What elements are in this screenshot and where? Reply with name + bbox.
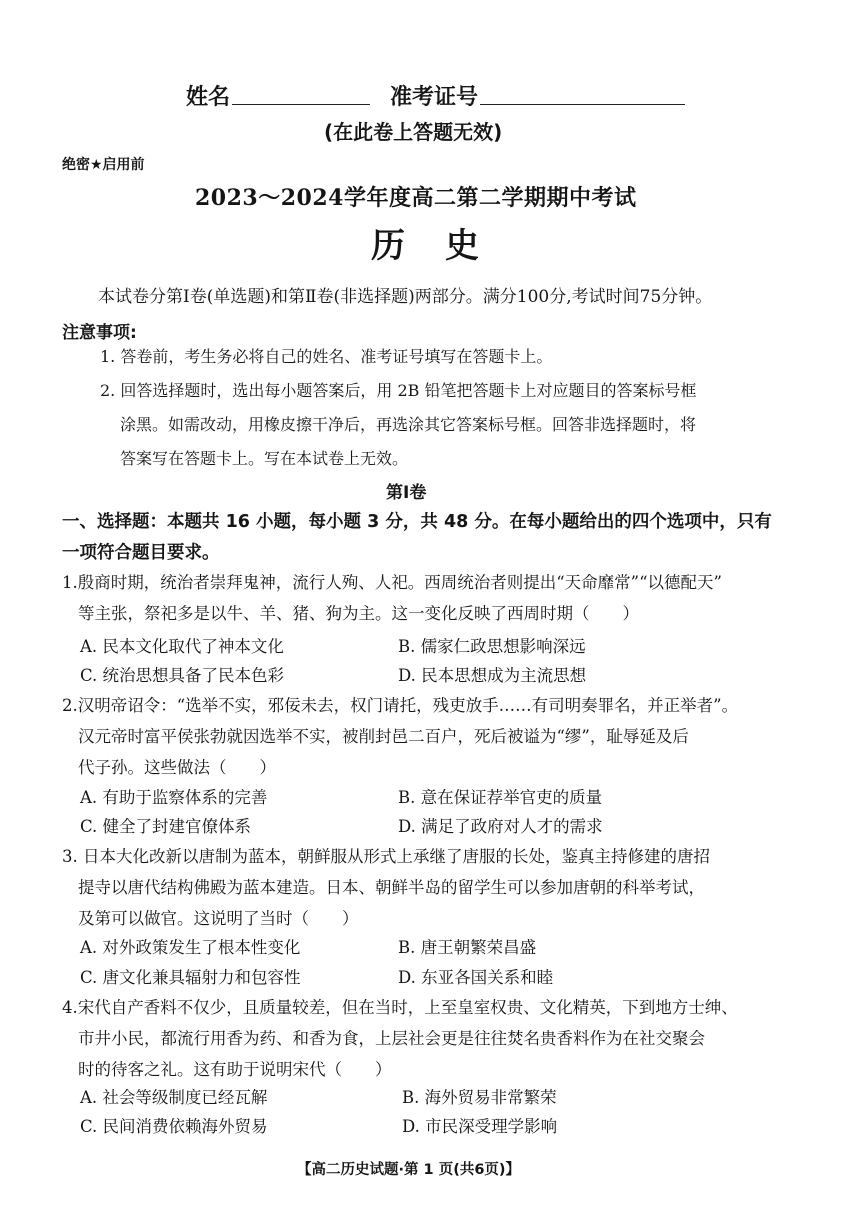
notes-title: 注意事项: [62, 323, 137, 343]
question-2-option-d[interactable]: D. 满足了政府对人才的需求 [398, 817, 603, 836]
question-4-line-1: 4.宋代自产香料不仅少，且质量较差，但在当时，上至皇室权贵、文化精英，下到地方士绅、 [62, 998, 738, 1017]
question-2-line-1: 2.汉明帝诏令：“选举不实，邪佞未去，权门请托，残吏放手……有司明奏罪名，并正举者”。 [62, 696, 739, 715]
name-blank-line [232, 104, 370, 105]
question-1-option-c[interactable]: C. 统治思想具备了民本色彩 [80, 666, 285, 685]
exam-title: 2023～2024学年度高二第二学期期中考试 [195, 185, 637, 211]
question-4-option-b[interactable]: B. 海外贸易非常繁荣 [402, 1088, 557, 1107]
id-label: 准考证号 [390, 85, 479, 110]
question-3-option-c[interactable]: C. 唐文化兼具辐射力和包容性 [80, 968, 301, 987]
question-1-option-d[interactable]: D. 民本思想成为主流思想 [398, 666, 587, 685]
note-item-1: 1. 答卷前，考生务必将自己的姓名、准考证号填写在答题卡上。 [100, 347, 553, 366]
exam-subject: 历史 [371, 226, 519, 266]
section-1-line-2: 一项符合题目要求。 [62, 543, 220, 563]
section-1-line-1: 一、选择题：本题共 16 小题，每小题 3 分，共 48 分。在每小题给出的四个选项中，只有 [62, 512, 772, 532]
question-2 [62, 690, 738, 783]
question-2-option-a[interactable]: A. 有助于监察体系的完善 [80, 788, 268, 807]
question-4 [62, 992, 738, 1085]
section-1-heading [62, 507, 772, 569]
question-4-line-2: 市井小民，都流行用香为药、和香为食，上层社会更是往往焚名贵香料作为在社交聚会 [78, 1029, 705, 1048]
note-item-2-line-2: 涂黑。如需改动，用橡皮擦干净后，再选涂其它答案标号框。回答非选择题时，将 [120, 415, 697, 434]
question-4-option-c[interactable]: C. 民间消费依赖海外贸易 [80, 1117, 268, 1136]
id-blank-line [480, 104, 685, 105]
question-1-option-b[interactable]: B. 儒家仁政思想影响深远 [398, 637, 586, 656]
question-4-option-d[interactable]: D. 市民深受理学影响 [402, 1117, 558, 1136]
question-2-option-c[interactable]: C. 健全了封建官僚体系 [80, 817, 252, 836]
notes-list [100, 340, 696, 476]
invalid-note: (在此卷上答题无效) [324, 120, 503, 144]
note-item-2-line-1: 2. 回答选择题时，选出每小题答案后，用 2B 铅笔把答题卡上对应题目的答案标号框 [100, 381, 697, 400]
question-3-line-2: 提寺以唐代结构佛殿为蓝本建造。日本、朝鲜半岛的留学生可以参加唐朝的科举考试， [78, 878, 705, 897]
question-3-option-d[interactable]: D. 东亚各国关系和睦 [398, 968, 554, 987]
question-3 [62, 841, 710, 934]
question-1-line-1: 1.殷商时期，统治者崇拜鬼神，流行人殉、人祀。西周统治者则提出“天命靡常”“以德配天” [62, 573, 722, 592]
question-3-option-b[interactable]: B. 唐王朝繁荣昌盛 [398, 938, 537, 957]
note-item-2-line-3: 答案写在答题卡上。写在本试卷上无效。 [120, 449, 409, 468]
question-1 [62, 567, 722, 629]
page-footer: 【高二历史试题·第 1 页(共6页)】 [297, 1162, 521, 1178]
question-2-option-b[interactable]: B. 意在保证荐举官吏的质量 [398, 788, 603, 807]
name-label: 姓名 [186, 85, 231, 110]
secret-mark: 绝密★启用前 [62, 157, 145, 173]
question-1-option-a[interactable]: A. 民本文化取代了神本文化 [80, 637, 284, 656]
question-4-line-3: 时的待客之礼。这有助于说明宋代（ ） [78, 1060, 392, 1079]
question-3-line-3: 及第可以做官。这说明了当时（ ） [78, 909, 359, 928]
question-3-line-1: 3. 日本大化改新以唐制为蓝本，朝鲜服从形式上承继了唐服的长处，鉴真主持修建的唐招 [62, 847, 710, 866]
question-2-line-2: 汉元帝时富平侯张勃就因选举不实，被削封邑二百户，死后被谥为“缪”，耻辱延及后 [78, 727, 689, 746]
question-4-option-a[interactable]: A. 社会等级制度已经瓦解 [80, 1088, 268, 1107]
part-1-title: 第Ⅰ卷 [386, 483, 427, 503]
question-2-line-3: 代子孙。这些做法（ ） [78, 758, 276, 777]
question-3-option-a[interactable]: A. 对外政策发生了根本性变化 [80, 938, 301, 957]
question-1-line-2: 等主张，祭祀多是以牛、羊、猪、狗为主。这一变化反映了西周时期（ ） [78, 604, 639, 623]
exam-intro: 本试卷分第Ⅰ卷(单选题)和第Ⅱ卷(非选择题)两部分。满分100分,考试时间75分钟。 [98, 287, 713, 307]
